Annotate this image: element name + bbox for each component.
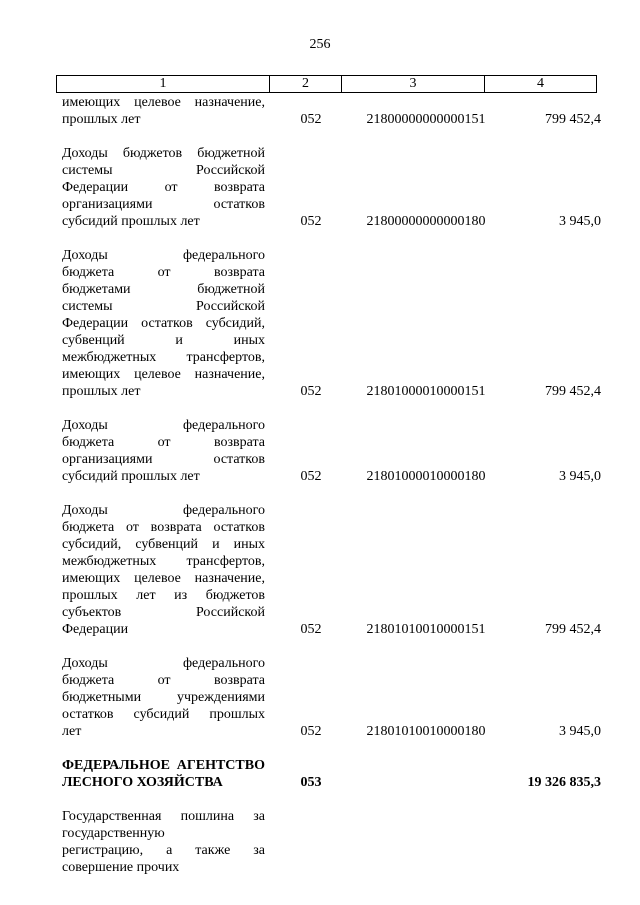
row-name-line: системы Российской	[62, 163, 265, 178]
row-name-line: бюджета от возврата остатков	[62, 520, 265, 535]
row-name-line: субсидий прошлых лет	[62, 469, 200, 484]
row-name-line: системы Российской	[62, 299, 265, 314]
row-name-line: Доходы бюджетов бюджетной	[62, 146, 265, 161]
row-name	[62, 247, 265, 400]
page-number: 256	[309, 37, 331, 52]
table-header	[56, 75, 597, 93]
row-income-code: 21801000010000180	[366, 469, 486, 484]
row-name	[62, 808, 265, 876]
row-name-line: остатков субсидий прошлых	[62, 707, 265, 722]
row-sum: 3 945,0	[559, 724, 601, 739]
row-name-line: межбюджетных трансфертов,	[62, 350, 265, 365]
row-sum: 3 945,0	[559, 469, 601, 484]
header-col-3: 3	[342, 76, 485, 92]
row-name	[62, 757, 265, 791]
row-income-code: 21801000010000151	[366, 384, 486, 399]
row-name-line: имеющих целевое назначение,	[62, 95, 265, 110]
row-name	[62, 417, 265, 485]
row-name-line: имеющих целевое назначение,	[62, 571, 265, 586]
row-name-line: субсидий прошлых лет	[62, 214, 200, 229]
table-row	[62, 808, 602, 876]
header-col-1: 1	[57, 76, 270, 92]
table-row	[62, 417, 602, 485]
table-row	[62, 247, 602, 400]
row-name-line: Федерации	[62, 622, 129, 637]
row-sum: 3 945,0	[559, 214, 601, 229]
row-name-line: субсидий, субвенций и иных	[62, 537, 265, 552]
row-name-line: прошлых лет из бюджетов	[62, 588, 265, 603]
row-name-line: регистрацию, а также за	[62, 843, 265, 858]
row-admin-code: 052	[300, 214, 322, 229]
header-col-4: 4	[537, 76, 544, 91]
row-name-line: прошлых лет	[62, 112, 141, 127]
row-name-line: бюджета от возврата	[62, 673, 265, 688]
table-row	[62, 757, 602, 791]
table-body	[62, 94, 602, 893]
row-income-code: 21800000000000151	[366, 112, 486, 127]
row-income-code: 21801010010000151	[366, 622, 486, 637]
row-name-line: Доходы федерального	[62, 656, 265, 671]
header-col-2: 2	[270, 76, 342, 92]
row-name-line: Федерации остатков субсидий,	[62, 316, 265, 331]
row-admin-code: 052	[300, 724, 322, 739]
row-sum: 799 452,4	[545, 384, 601, 399]
table-row	[62, 502, 602, 638]
row-name-line: Государственная пошлина за	[62, 809, 265, 824]
row-income-code: 21800000000000180	[366, 214, 486, 229]
row-name-line: бюджетами бюджетной	[62, 282, 265, 297]
row-name-line: Федерации от возврата	[62, 180, 265, 195]
row-name-line: организациями остатков	[62, 452, 265, 467]
row-name	[62, 502, 265, 638]
row-name-line: Доходы федерального	[62, 418, 265, 433]
table-row	[62, 145, 602, 230]
row-name-line: совершение прочих	[62, 860, 180, 875]
row-name	[62, 94, 265, 128]
table-row	[62, 655, 602, 740]
row-name-line: бюджета от возврата	[62, 265, 265, 280]
row-name-line: ФЕДЕРАЛЬНОЕ АГЕНТСТВО	[62, 758, 265, 773]
row-income-code: 21801010010000180	[366, 724, 486, 739]
row-admin-code: 053	[300, 775, 322, 790]
row-name-line: Доходы федерального	[62, 503, 265, 518]
row-name	[62, 655, 265, 740]
row-name	[62, 145, 265, 230]
row-name-line: государственную	[62, 826, 165, 841]
row-name-line: субвенций и иных	[62, 333, 265, 348]
row-name-line: лет	[62, 724, 82, 739]
row-name-line: бюджетными учреждениями	[62, 690, 265, 705]
row-name-line: субъектов Российской	[62, 605, 265, 620]
row-name-line: межбюджетных трансфертов,	[62, 554, 265, 569]
row-sum: 799 452,4	[545, 622, 601, 637]
row-name-line: Доходы федерального	[62, 248, 265, 263]
row-admin-code: 052	[300, 112, 322, 127]
row-sum: 19 326 835,3	[527, 775, 601, 790]
row-admin-code: 052	[300, 469, 322, 484]
row-admin-code: 052	[300, 622, 322, 637]
row-name-line: организациями остатков	[62, 197, 265, 212]
row-name-line: прошлых лет	[62, 384, 141, 399]
row-name-line: ЛЕСНОГО ХОЗЯЙСТВА	[62, 775, 223, 790]
row-sum: 799 452,4	[545, 112, 601, 127]
table-row	[62, 94, 602, 128]
row-admin-code: 052	[300, 384, 322, 399]
row-name-line: имеющих целевое назначение,	[62, 367, 265, 382]
row-name-line: бюджета от возврата	[62, 435, 265, 450]
